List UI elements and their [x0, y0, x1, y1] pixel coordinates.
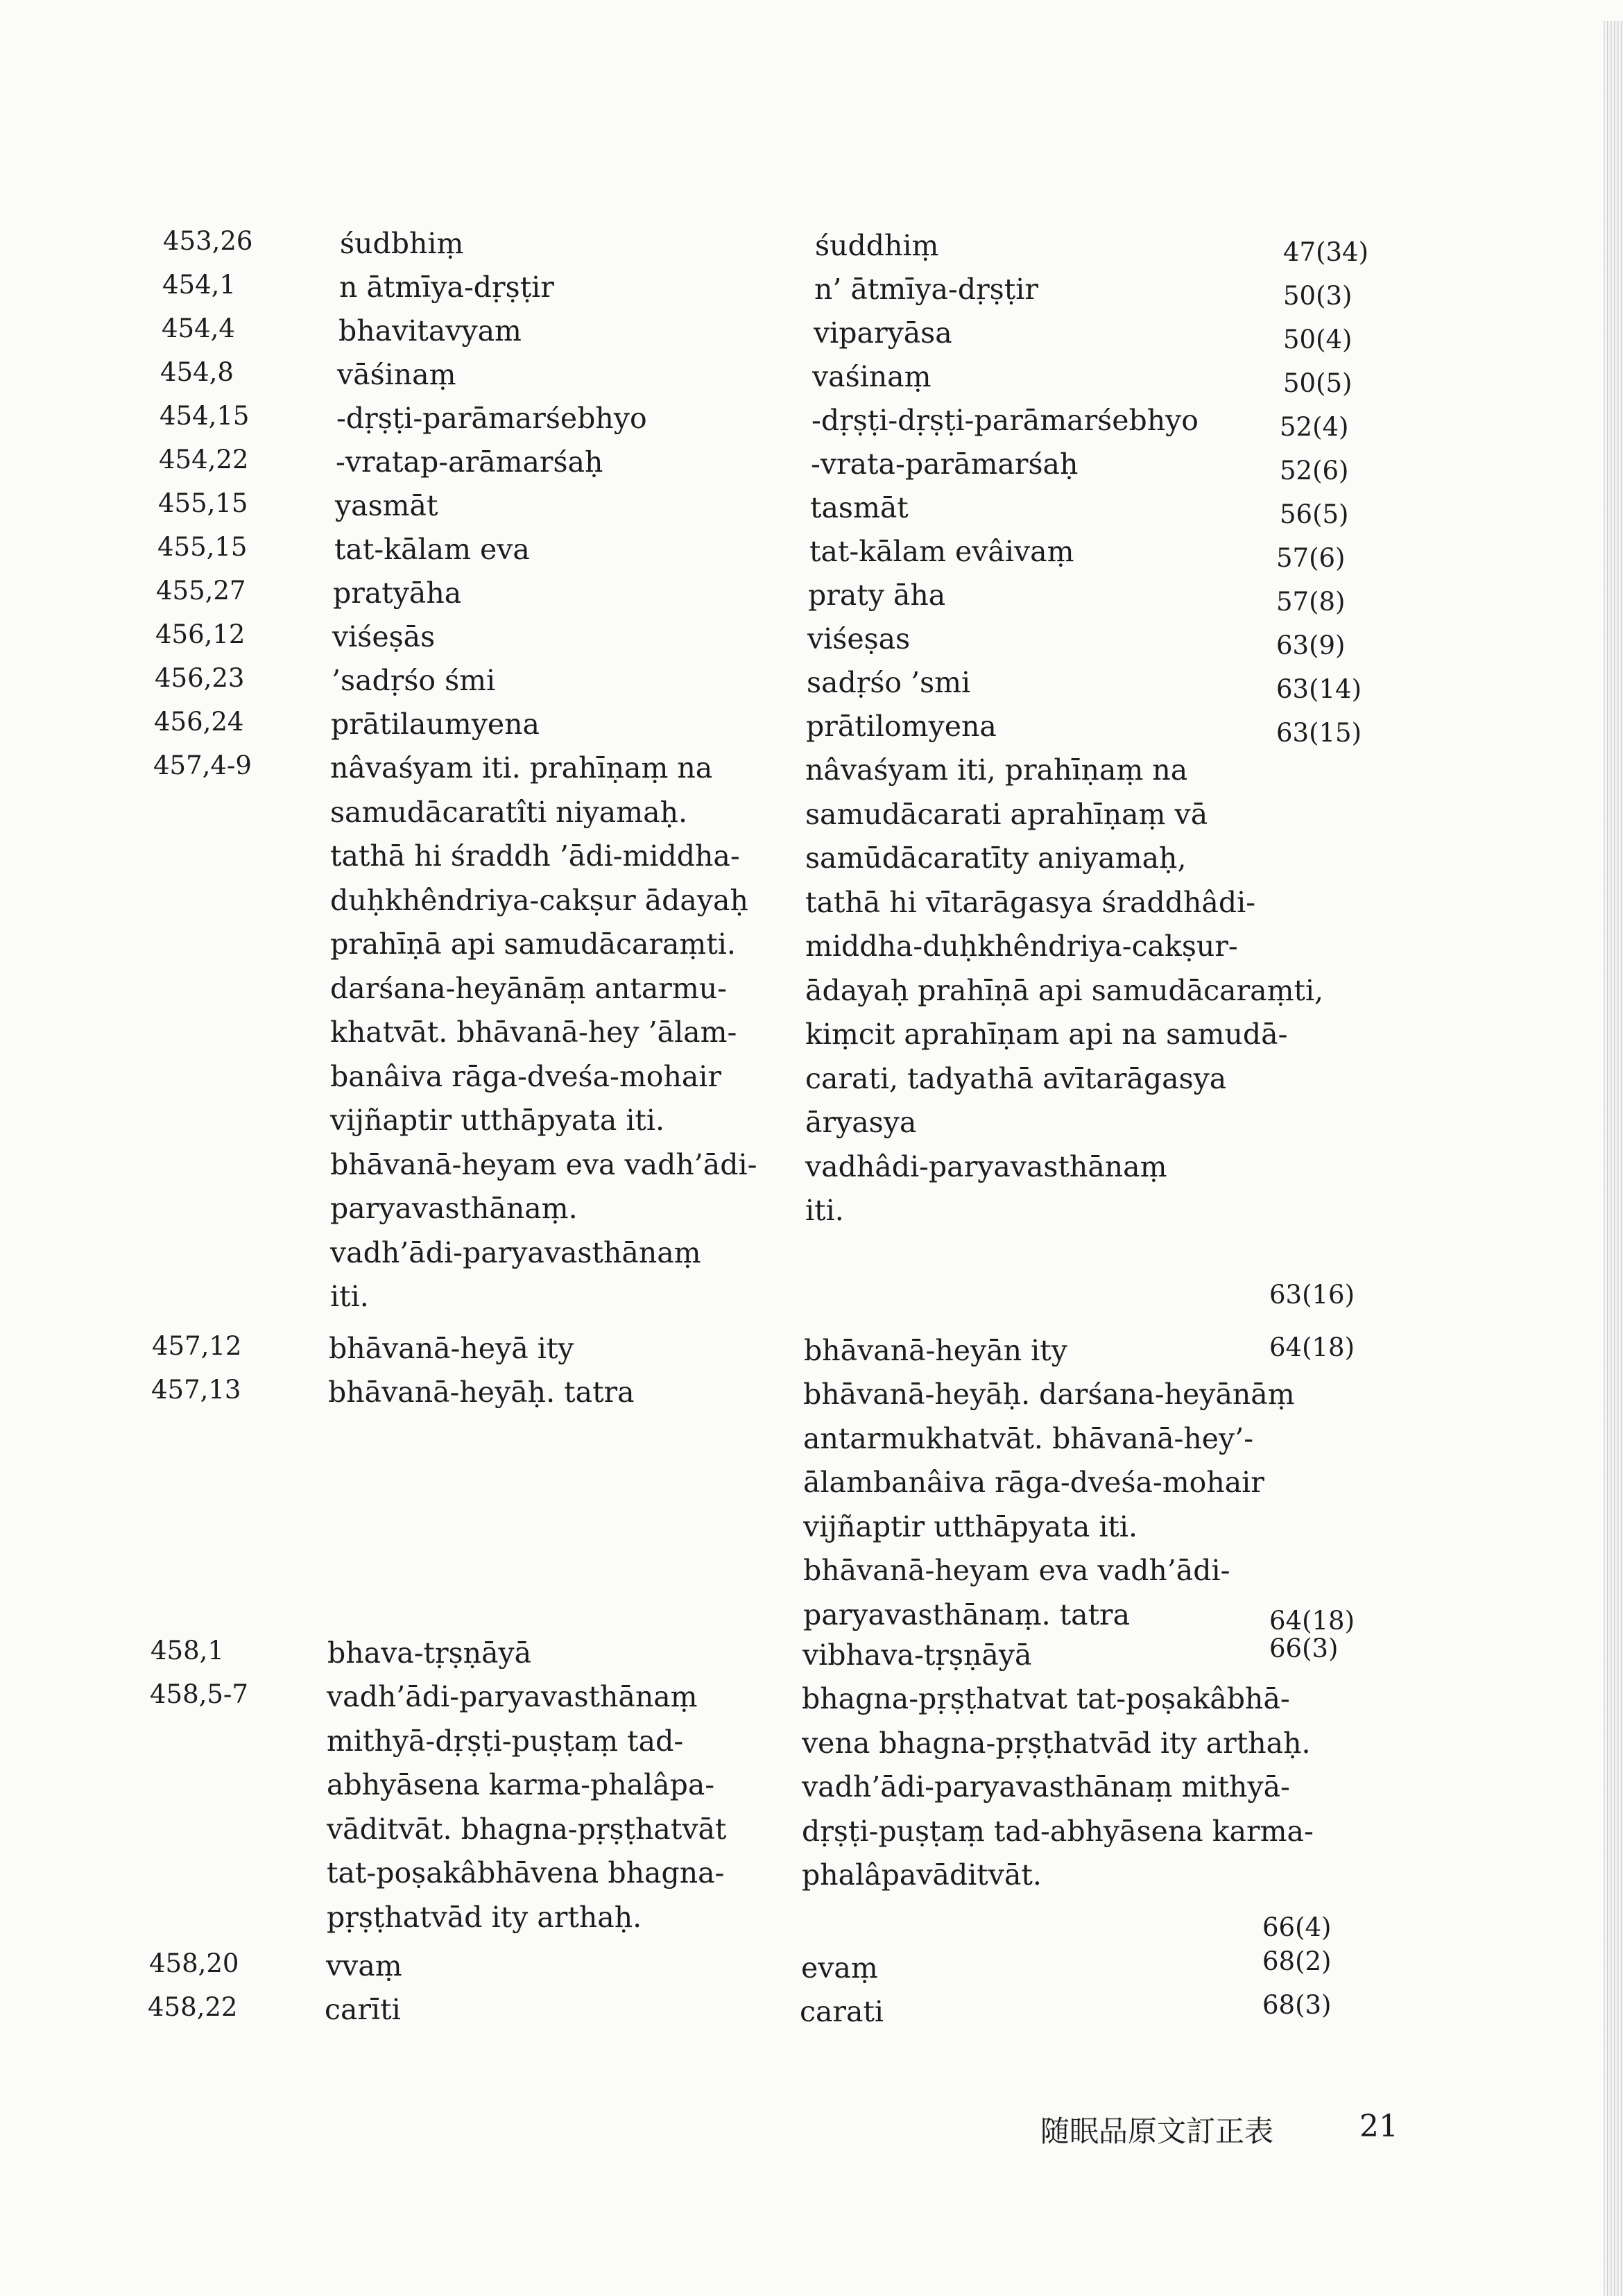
original-reading: paryavasthānaṃ.	[330, 1192, 578, 1225]
line-reference: 456,24	[154, 707, 244, 737]
line-reference: 453,26	[163, 226, 253, 256]
original-reading: viśeṣās	[332, 620, 436, 653]
original-reading: vvaṃ	[326, 1949, 402, 1982]
original-reading: pratyāha	[333, 576, 462, 610]
line-reference: 454,22	[159, 445, 249, 474]
original-reading: vadh’ādi-paryavasthānaṃ	[327, 1680, 698, 1713]
corrected-reading: ādayaḥ prahīṇā api samudācaraṃti,	[805, 973, 1324, 1007]
line-reference: 455,27	[156, 576, 246, 606]
page-reference: 64(18)	[1269, 1333, 1355, 1362]
original-reading: khatvāt. bhāvanā-hey ’ālam-	[330, 1016, 737, 1049]
corrected-reading: evaṃ	[801, 1951, 878, 1985]
page-reference: 64(18)	[1269, 1606, 1355, 1636]
footer-title: 随眠品原文訂正表	[1040, 2114, 1274, 2148]
original-reading: mithyā-dṛṣṭi-puṣṭaṃ tad-	[327, 1724, 684, 1758]
original-reading: vāśinaṃ	[337, 358, 456, 391]
corrected-reading: praty āha	[808, 579, 946, 612]
original-reading: śudbhiṃ	[340, 227, 464, 260]
original-reading: iti.	[330, 1280, 369, 1313]
corrected-reading: carati, tadyathā avītarāgasya	[805, 1061, 1227, 1095]
corrected-reading: carati	[800, 1995, 884, 2028]
line-reference: 454,1	[162, 270, 236, 300]
original-reading: darśana-heyānāṃ antarmu-	[330, 971, 728, 1005]
original-reading: n ātmīya-dṛṣṭir	[339, 271, 554, 304]
line-reference: 458,5-7	[150, 1679, 248, 1709]
original-reading: tat-kālam eva	[334, 533, 530, 566]
page-reference: 66(3)	[1269, 1634, 1339, 1663]
original-reading: bhavitavyam	[338, 314, 522, 348]
page-reference: 50(4)	[1283, 325, 1352, 354]
original-reading: banâiva rāga-dveśa-mohair	[330, 1059, 722, 1093]
original-reading: duḥkhêndriya-cakṣur ādayaḥ	[330, 883, 748, 917]
page-number: 21	[1359, 2109, 1398, 2144]
corrected-reading: viparyāsa	[814, 316, 952, 350]
corrected-reading: prātilomyena	[806, 710, 997, 743]
page-reference: 56(5)	[1280, 499, 1349, 529]
original-reading: nâvaśyam iti. prahīṇaṃ na	[330, 751, 713, 785]
line-reference: 458,22	[148, 1992, 238, 2022]
corrected-reading: bhāvanā-heyāḥ. darśana-heyānāṃ	[803, 1378, 1295, 1411]
line-reference: 455,15	[158, 488, 248, 518]
original-reading: yasmāt	[335, 489, 438, 522]
corrected-reading: bhāvanā-heyam eva vadh’ādi-	[803, 1554, 1230, 1587]
corrected-reading: phalâpavāditvāt.	[802, 1858, 1042, 1892]
line-reference: 458,20	[149, 1948, 239, 1978]
page-reference: 63(9)	[1276, 631, 1346, 660]
line-reference: 454,8	[160, 357, 234, 387]
line-reference: 457,12	[152, 1331, 242, 1361]
corrected-reading: vijñaptir utthāpyata iti.	[803, 1509, 1138, 1543]
page-reference: 63(14)	[1276, 674, 1362, 704]
line-reference: 456,12	[155, 619, 246, 649]
page-reference: 68(2)	[1262, 1946, 1332, 1976]
page-reference: 63(16)	[1269, 1280, 1355, 1310]
original-reading: tathā hi śraddh ’ādi-middha-	[330, 839, 740, 873]
line-reference: 454,15	[160, 401, 250, 431]
corrected-reading: iti.	[805, 1194, 844, 1227]
original-reading: abhyāsena karma-phalâpa-	[327, 1768, 715, 1801]
page-reference: 68(3)	[1262, 1990, 1332, 2020]
corrected-reading: tat-kālam evâivaṃ	[809, 535, 1074, 568]
line-reference: 455,15	[157, 532, 248, 562]
original-reading: vijñaptir utthāpyata iti.	[330, 1104, 665, 1137]
page-reference: 57(6)	[1276, 543, 1346, 573]
corrected-reading: vibhava-tṛṣṇāyā	[802, 1638, 1032, 1672]
original-reading: bhāvanā-heyam eva vadh’ādi-	[330, 1147, 757, 1181]
corrected-reading: -dṛṣṭi-dṛṣṭi-parāmarśebhyo	[812, 404, 1199, 437]
scan-edge	[1604, 21, 1623, 2296]
corrected-reading: n’ ātmīya-dṛṣṭir	[814, 273, 1038, 306]
corrected-reading: -vrata-parāmarśaḥ	[811, 447, 1079, 481]
line-reference: 454,4	[162, 314, 235, 343]
corrected-reading: vadh’ādi-paryavasthānaṃ mithyā-	[802, 1770, 1290, 1804]
original-reading: -vratap-arāmarśaḥ	[336, 445, 603, 479]
corrected-reading: middha-duḥkhêndriya-cakṣur-	[805, 929, 1238, 963]
corrected-reading: śuddhiṃ	[815, 229, 939, 262]
corrected-reading: vena bhagna-pṛṣṭhatvād ity arthaḥ.	[802, 1726, 1311, 1760]
original-reading: vadh’ādi-paryavasthānaṃ	[330, 1235, 701, 1269]
original-reading: pṛṣṭhatvād ity arthaḥ.	[327, 1900, 642, 1934]
page-reference: 50(5)	[1283, 368, 1352, 398]
line-reference: 457,13	[151, 1375, 241, 1405]
original-reading: ’sadṛśo śmi	[332, 664, 496, 697]
page-reference: 52(6)	[1280, 456, 1349, 486]
corrected-reading: nâvaśyam iti, prahīṇaṃ na	[805, 753, 1188, 787]
corrected-reading: antarmukhatvāt. bhāvanā-hey’-	[803, 1421, 1254, 1455]
corrected-reading: dṛṣṭi-puṣṭaṃ tad-abhyāsena karma-	[802, 1814, 1314, 1848]
line-reference: 456,23	[155, 663, 245, 693]
corrected-reading: tasmāt	[810, 491, 909, 524]
original-reading: bhava-tṛṣṇāyā	[327, 1636, 532, 1670]
corrected-reading: tathā hi vītarāgasya śraddhâdi-	[805, 885, 1256, 919]
original-reading: bhāvanā-heyā ity	[329, 1332, 574, 1365]
line-reference: 458,1	[151, 1636, 224, 1665]
original-reading: prahīṇā api samudācaraṃti.	[330, 927, 736, 961]
corrected-reading: bhagna-pṛṣṭhatvat tat-poṣakâbhā-	[802, 1682, 1290, 1715]
corrected-reading: paryavasthānaṃ. tatra	[803, 1597, 1131, 1631]
corrected-reading: viśeṣas	[807, 622, 911, 656]
corrected-reading: ālambanâiva rāga-dveśa-mohair	[803, 1466, 1264, 1499]
page-reference: 63(15)	[1276, 718, 1362, 748]
original-reading: bhāvanā-heyāḥ. tatra	[328, 1376, 635, 1409]
corrected-reading: vadhâdi-paryavasthānaṃ	[805, 1149, 1167, 1183]
corrected-reading: āryasya	[805, 1106, 917, 1139]
page-reference: 47(34)	[1283, 237, 1369, 267]
line-reference: 457,4-9	[153, 751, 252, 780]
corrected-reading: samudācarati aprahīṇaṃ vā	[805, 797, 1208, 831]
original-reading: samudācaratîti niyamaḥ.	[330, 795, 688, 829]
original-reading: carīti	[325, 1993, 401, 2026]
corrected-reading: kiṃcit aprahīṇam api na samudā-	[805, 1018, 1288, 1051]
original-reading: tat-poṣakâbhāvena bhagna-	[327, 1856, 725, 1890]
page-reference: 66(4)	[1262, 1912, 1332, 1942]
corrected-reading: sadṛśo ’smi	[807, 666, 971, 699]
page-reference: 57(8)	[1276, 587, 1346, 617]
page-reference: 50(3)	[1283, 281, 1352, 311]
page-reference: 52(4)	[1280, 412, 1349, 442]
original-reading: vāditvāt. bhagna-pṛṣṭhatvāt	[327, 1812, 727, 1846]
original-reading: prātilaumyena	[331, 708, 540, 741]
corrected-reading: bhāvanā-heyān ity	[804, 1334, 1067, 1367]
original-reading: -dṛṣṭi-parāmarśebhyo	[336, 402, 647, 435]
corrected-reading: vaśinaṃ	[812, 360, 931, 393]
corrected-reading: samūdācaratīty aniyamaḥ,	[805, 841, 1187, 875]
